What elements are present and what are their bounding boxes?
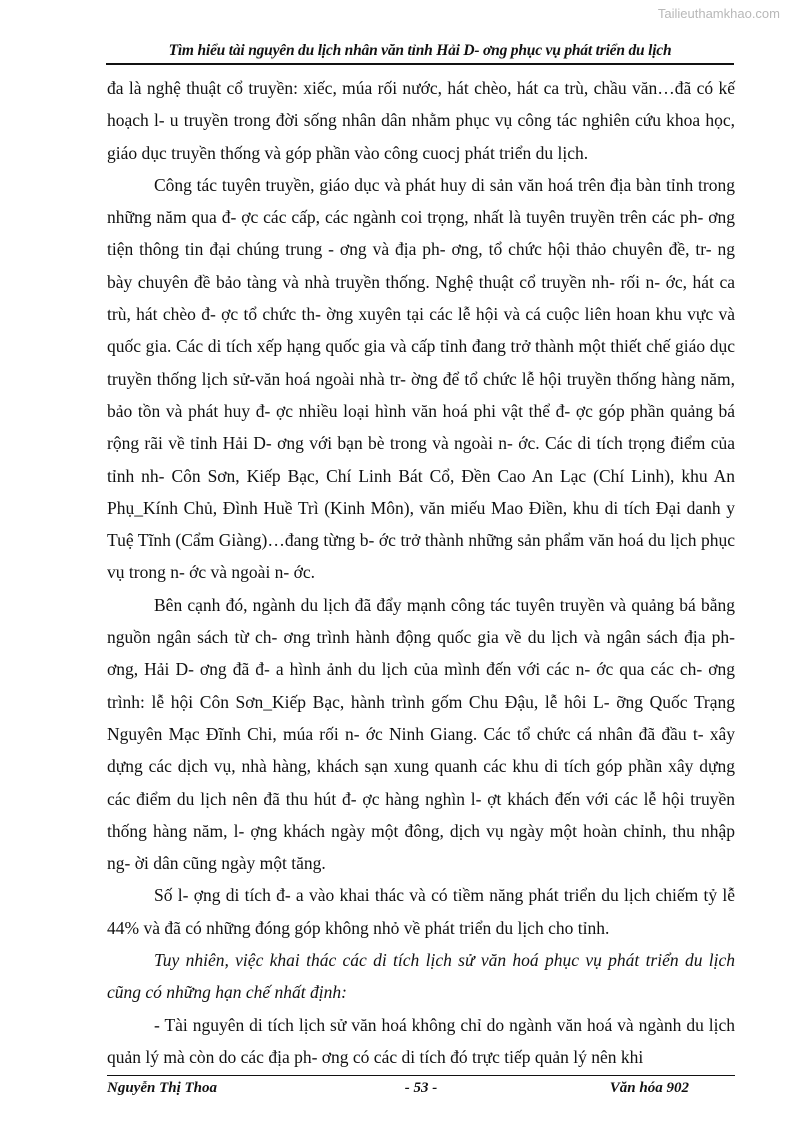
footer-author: Nguyễn Thị Thoa [107,1080,218,1096]
footer-page-number: - 53 - [404,1080,438,1096]
paragraph: đa là nghệ thuật cổ truyền: xiếc, múa rối nước, hát chèo, hát ca trù, chầu văn…đã có kế hoạch l- u truyền trong đời sống nhân dân nhằm phục vụ công tác nghiên cứu khoa học, giáo dục truyền thống và góp phần vào công cuocj phát triển du lịch. [107,78,735,163]
paragraph: - Tài nguyên di tích lịch sử văn hoá không chỉ do ngành văn hoá và ngành du lịch quản lý mà còn do các địa ph- ơng có các di tích đó trực tiếp quản lý nên khi [107,1014,735,1067]
footer-class: Văn hóa 902 [609,1080,689,1096]
document-body [107,72,735,1073]
watermark: Tailieuthamkhao.com [657,6,780,21]
page-footer [107,1075,735,1100]
paragraph: Bên cạnh đó, ngành du lịch đã đẩy mạnh công tác tuyên truyền và quảng bá bằng nguồn ngân sách từ ch- ơng trình hành động quốc gia về du lịch và ngân sách địa ph- ơng, Hải D- ơng đã đ- a hình ảnh du lịch của mình đến với các n- ớc qua các ch- ơng trình: lễ hội Côn Sơn_Kiếp Bạc, hành trình gốm Chu Đậu, lễ hôi L- ỡng Quốc Trạng Nguyên Mạc Đĩnh Chi, múa rối n- ớc Ninh Giang. Các tổ chức cá nhân đã đầu t- xây dựng các dịch vụ, nhà hàng, khách sạn xung quanh các khu di tích góp phần xây dựng các điểm du lịch nên đã thu hút đ- ợc hàng nghìn l- ợt khách đến với các lễ hội truyền thống hàng năm, l- ợng khách ngày một đông, dịch vụ ngày một hoàn chỉnh, thu nhập ng- ời dân cũng ngày một tăng. [107,594,735,874]
running-header: Tìm hiểu tài nguyên du lịch nhân văn tỉnh Hải D- ơng phục vụ phát triển du lịch [106,42,734,65]
paragraph: Số l- ợng di tích đ- a vào khai thác và có tiềm năng phát triển du lịch chiếm tỷ lễ 44% và đã có những đóng góp không nhỏ về phát triển du lịch cho tỉnh. [107,885,735,938]
paragraph: Công tác tuyên truyền, giáo dục và phát huy di sản văn hoá trên địa bàn tỉnh trong những năm qua đ- ợc các cấp, các ngành coi trọng, nhất là tuyên truyền trên các ph- ơng tiện thông tin đại chúng trung - ơng và địa ph- ơng, tổ chức hội thảo chuyên đề, tr- ng bày chuyên đề bảo tàng và nhà truyền thống. Nghệ thuật cổ truyền nh- rối n- ớc, hát ca trù, hát chèo đ- ợc tổ chức th- ờng xuyên tại các lễ hội và cá cuộc liên hoan khu vực và quốc gia. Các di tích xếp hạng quốc gia và cấp tỉnh đang trở thành một thiết chế giáo dục truyền thống lịch sử-văn hoá ngoài nhà tr- ờng để tổ chức lễ hội truyền thống hàng năm, bảo tồn và phát huy đ- ợc nhiều loại hình văn hoá phi vật thể đ- ợc góp phần quảng bá rộng rãi về tỉnh Hải D- ơng với bạn bè trong và ngoài n- ớc. Các di tích trọng điểm của tỉnh nh- Côn Sơn, Kiếp Bạc, Chí Linh Bát Cổ, Đền Cao An Lạc (Chí Linh), khu An Phụ_Kính Chủ, Đình Huề Trì (Kinh Môn), văn miếu Mao Điền, khu di tích Đại danh y Tuệ Tĩnh (Cẩm Giàng)…đang từng b- ớc trở thành những sản phẩm văn hoá du lịch phục vụ trong n- ớc và ngoài n- ớc. [107,174,735,583]
paragraph-italic: Tuy nhiên, việc khai thác các di tích lịch sử văn hoá phục vụ phát triển du lịch cũng có những hạn chế nhất định: [107,950,735,1003]
